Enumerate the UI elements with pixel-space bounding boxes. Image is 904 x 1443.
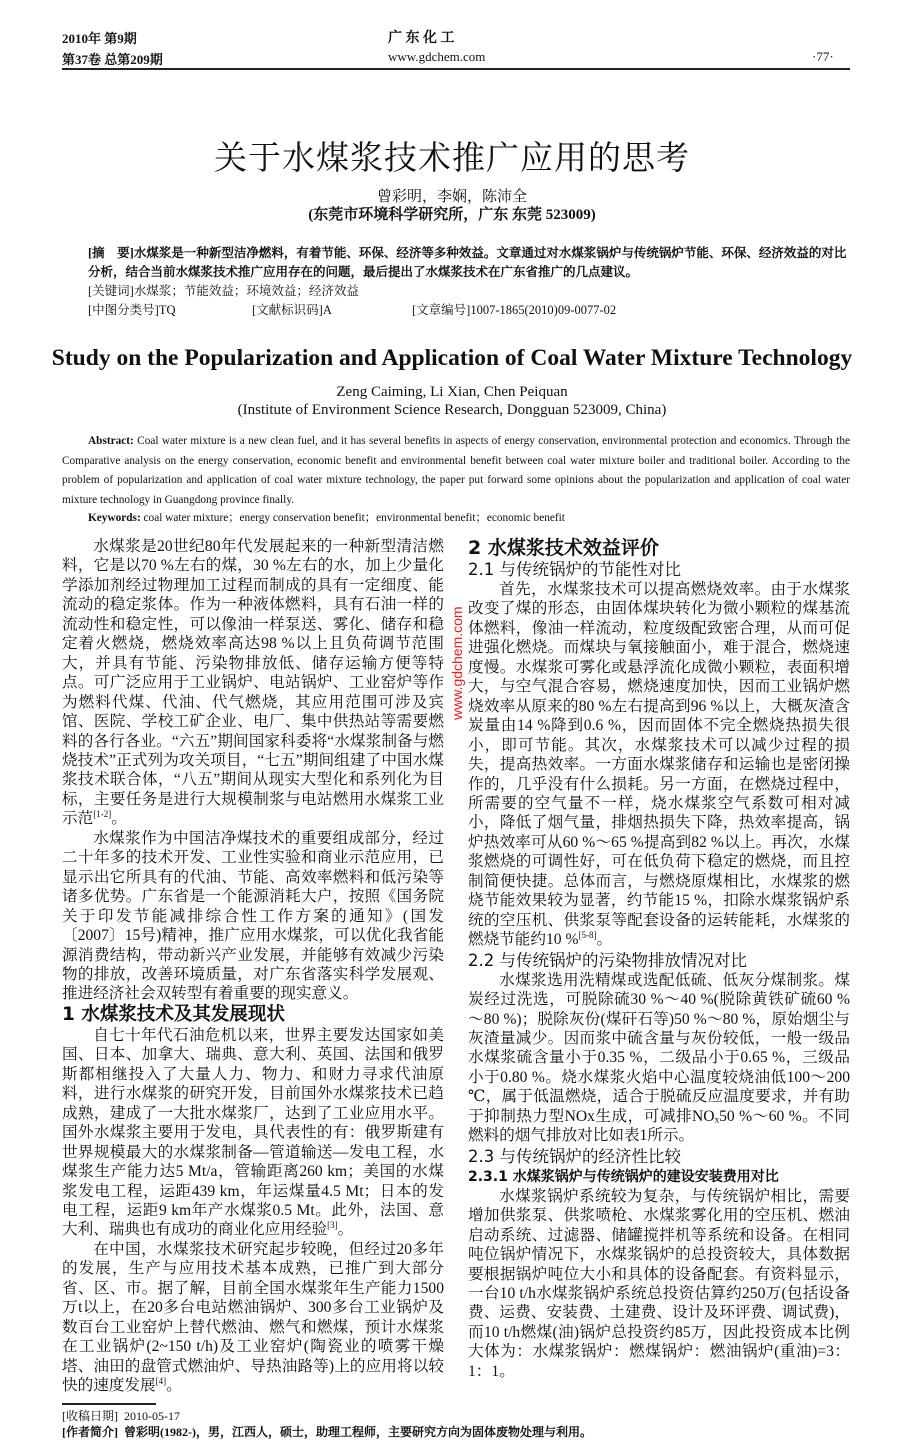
keywords-en: coal water mixture；energy conservation benefit；environmental benefit；economic benefit [140, 512, 565, 524]
paragraph: 水煤浆作为中国洁净煤技术的重要组成部分，经过二十年多的技术开发、工业性实验和商业示范应用，已显示出它所具有的代油、节能、高效率燃料和低污染等诸多优势。广东省是一个能源消耗大户，按照《国务院关于印发节能减排综合性工作方案的通知》(国发〔2007〕15号)精神，推广应用水煤浆，可以优化我省能源消费结构，带动新兴产业发展，并能够有效减少污染物的排放，改善环境质量，对广东省落实科学发展观、推进经济社会双转型有着重要的现实意义。 [62, 829, 444, 1003]
subsection-heading-2-3: 2.3 与传统锅炉的经济性比较 [468, 1146, 681, 1166]
paragraph-text: 在中国，水煤浆技术研究起步较晚，但经过20多年的发展，生产与应用技术基本成熟，已推广到大部分省、区、市。据了解，目前全国水煤浆年生产能力1500万t以上，在20多台电站燃油锅炉、300多台工业锅炉及数百台工业窑炉上替代燃油、燃气和燃煤，预计水煤浆在工业锅炉(2~150 t/h)及工业窑炉(陶瓷业的喷雾干燥塔、油田的盘管式燃油炉、导热油路等)上的应用将以较快的速度发展 [62, 1240, 444, 1395]
citation: [1-2] [93, 809, 112, 820]
abstract-en-label: Abstract: [88, 435, 134, 447]
keywords-cn-label: [关键词] [88, 284, 134, 298]
volume-label: 第37卷 总第209期 [62, 52, 163, 67]
citation: [3] [327, 1220, 338, 1231]
article-no-label: [文章编号] [412, 303, 471, 317]
citation: [5-8] [578, 929, 597, 940]
abstract-cn-text: 水煤浆是一种新型洁净燃料，有着节能、环保、经济等多种效益。文章通过对水煤浆锅炉与传统锅炉节能、环保、经济效益的对比分析，结合当前水煤浆技术推广应用存在的问题，最后提出了水煤浆技术在广东省推广的几点建议。 [88, 246, 847, 279]
received-label: [收稿日期] [62, 1409, 118, 1423]
paragraph [62, 1026, 444, 1240]
authors-cn: 曾彩明，李娴，陈沛全 [376, 189, 527, 205]
subsection-heading-2-2: 2.2 与传统锅炉的污染物排放情况对比 [468, 950, 747, 970]
paragraph [62, 537, 444, 829]
citation: [4] [155, 1375, 167, 1386]
paragraph: 水煤浆锅炉系统较为复杂，与传统锅炉相比，需要增加供浆泵、供浆喷枪、水煤浆雾化用的空压机、燃油启动系统、过滤器、储罐搅拌机等系统和设备。在相同吨位锅炉情况下，水煤浆锅炉的总投资较大，具体数据要根据锅炉吨位大小和具体的设备配套。有资料显示，一台10 t/h水煤浆锅炉系统总投资估算约250万(包括设备费、运费、安装费、土建费、设计及环评费、调试费)，而10 t/h燃煤(油)锅炉总投资约85万，因此投资成本比例大体为：水煤浆锅炉：燃煤锅炉：燃油锅炉(重油)=3：1：1。 [468, 1187, 850, 1380]
paragraph-tail: 。 [337, 1221, 354, 1239]
page-title-en: Study on the Popularization and Application of Coal Water Mixture Technology [51, 345, 853, 371]
received-date [62, 1408, 180, 1424]
doc-code-label: [文献标识码] [252, 303, 323, 317]
abstract-en [62, 432, 850, 527]
clc-value: TQ [158, 303, 176, 317]
doc-code-value: A [322, 303, 332, 317]
affiliation-en: (Institute of Environment Science Research, Dongguan 523009, China) [237, 402, 667, 418]
author-bio [62, 1424, 592, 1440]
paragraph [468, 580, 850, 950]
paragraph-text: 水煤浆是20世纪80年代发展起来的一种新型清洁燃料，它是以70 %左右的煤，30 %左右的水，加上少量化学添加剂经过物理加工过程而制成的具有一定细度、能流动的稳定浆体。作为一种液体燃料，具有石油一样的流动性和稳定性，可以像油一样泵送、雾化、储存和稳定着火燃烧，燃烧效率高达98 %以上且负荷调节范围大，并具有节能、污染物排放低、储存运输方便等特点。可广泛应用于工业锅炉、电站锅炉、工业窑炉等作为燃料代煤、代油、代气燃烧，其应用范围可涉及宾馆、医院、学校工矿企业、电厂、集中供热站等需要燃料的各行各业。“六五”期间国家科委将“水煤浆制备与燃烧技术”正式列为攻关项目，“七五”期间组建了中国水煤浆技术联合体，“八五”期间从现实大型化和系列化为目标，主要任务是进行大规模制浆与电站燃用水煤浆工业示范 [62, 538, 444, 828]
header-rule [62, 68, 850, 70]
paragraph-tail: 。 [596, 931, 613, 949]
clc-label: [中图分类号] [88, 303, 159, 317]
issue-label: 2010年 第9期 [62, 31, 137, 46]
journal-name: 广 东 化 工 [388, 31, 455, 46]
page-number: ·77· [812, 49, 834, 64]
article-no-value: 1007-1865(2010)09-0077-02 [470, 303, 617, 317]
author-bio-text: 曾彩明(1982-)，男，江西人，硕士，助理工程师，主要研究方向为固体废物处理与利用。 [124, 1425, 592, 1439]
authors-en: Zeng Caiming, Li Xian, Chen Peiquan [336, 384, 568, 400]
paragraph-tail: 。 [166, 1377, 182, 1395]
paragraph-tail: 。 [111, 810, 127, 828]
journal-website: www.gdchem.com [388, 49, 486, 64]
subsection-heading-2-1: 2.1 与传统锅炉的节能性对比 [468, 560, 681, 579]
paragraph-text: 自七十年代石油危机以来，世界主要发达国家如美国、日本、加拿大、瑞典、意大利、英国、法国和俄罗斯都相继投入了大量人力、物力、和财力寻求代油原料，进行水煤浆的研究开发，目前国外水煤浆技术已趋成熟，建成了一大批水煤浆厂，达到了工业应用水平。国外水煤浆主要用于发电，具代表性的有：俄罗斯建有世界规模最大的水煤浆制备—管道输送—发电工程，水煤浆生产能力达5 Mt/a，管输距离260 km；美国的水煤浆发电工程，运距439 km，年运煤量4.5 Mt；日本的发电工程，运距9 km年产水煤浆0.5 Mt。此外，法国、意大利、瑞典也有成功的商业化应用经验 [62, 1026, 444, 1239]
section-heading-1: 1 水煤浆技术及其发展现状 [62, 1003, 285, 1025]
subsection-heading-2-3-1: 2.3.1 水煤浆锅炉与传统锅炉的建设安装费用对比 [468, 1168, 779, 1185]
page-title-cn: 关于水煤浆技术推广应用的思考 [214, 138, 690, 177]
received-value: 2010-05-17 [124, 1409, 180, 1423]
keywords-en-label: Keywords: [88, 512, 141, 524]
abstract-en-text: Coal water mixture is a new clean fuel, and it has several benefits in aspects of energy conservation, environmental protection and economics. Through the Comparative analysis on the energy conservation, economic benefit and environmental benefit between coal water mixture boiler and traditional boiler. According to the problem of popularization and application of coal water mixture technology, the paper put forward some opinions about the popularization and application of coal water mixture technology in Guangdong province finally. [62, 435, 850, 506]
left-column [62, 537, 444, 1395]
right-column [468, 537, 850, 1381]
paragraph-text: 首先，水煤浆技术可以提高燃烧效率。由于水煤浆改变了煤的形态，由固体煤块转化为微小颗粒的煤基流体燃料，像油一样流动，粒度级配致密合理，从而可促进强化燃烧。而煤块与氧接触面小，难于混合，燃烧速度慢。水煤浆可雾化或悬浮流化成微小颗粒，表面积增大，与空气混合容易，燃烧速度加快，因而工业锅炉燃烧效率从原来的80 %左右提高到96 %以上，大概灰渣含炭量由14 %降到0.6 %，因而固体不完全燃烧热损失很小，即可节能。其次，水煤浆技术可以减少过程的损失，提高热效率。一方面水煤浆储存和运输也是密闭操作的，几乎没有什么损耗。另一方面，在燃烧过程中，所需要的空气量不一样，烧水煤浆空气系数可相对减小，降低了烟气量，排烟热损失下降，热效率提高，锅炉热效率可从60 %～65 %提高到82 %以上。再次，水煤浆燃烧的可调性好，可在低负荷下稳定的燃烧，而且控制简便快捷。总体而言，与燃烧原煤相比，水煤浆的燃烧节能效果较为显著，约节能15 %，扣除水煤浆锅炉系统的空压机、供浆泵等配套设备的运转能耗，水煤浆的燃烧节能约10 % [468, 581, 850, 949]
abstract-cn-label: [摘 要] [88, 246, 134, 260]
paragraph: 水煤浆选用洗精煤或选配低硫、低灰分煤制浆。煤炭经过洗选，可脱除硫30 %～40 %(脱除黄铁矿硫60 %～80 %)；脱除灰份(煤矸石等)50 %～80 %，原始烟尘与灰渣量减少。因而浆中硫含量与灰份较低，一般一级品水煤浆硫含量小于0.35 %，二级品小于0.65 %，三级品小于0.80 %。烧水煤浆火焰中心温度较烧油低100～200 ℃，属于低温燃烧，适合于脱硫反应温度要求，并有助于抑制热力型NOx生成，可减排NOₓ50 %～60 %。不同燃料的烟气排放对比如表1所示。 [468, 971, 850, 1145]
abstract-cn [62, 244, 850, 320]
section-heading-2: 2 水煤浆技术效益评价 [468, 537, 659, 559]
watermark: www.gdchem.com [449, 606, 465, 720]
keywords-cn: 水煤浆；节能效益；环境效益；经济效益 [133, 284, 359, 298]
paragraph [62, 1240, 444, 1396]
footnote-rule [62, 1403, 156, 1405]
affiliation-cn: (东莞市环境科学研究所，广东 东莞 523009) [308, 207, 596, 223]
author-bio-label: [作者简介] [62, 1425, 118, 1439]
